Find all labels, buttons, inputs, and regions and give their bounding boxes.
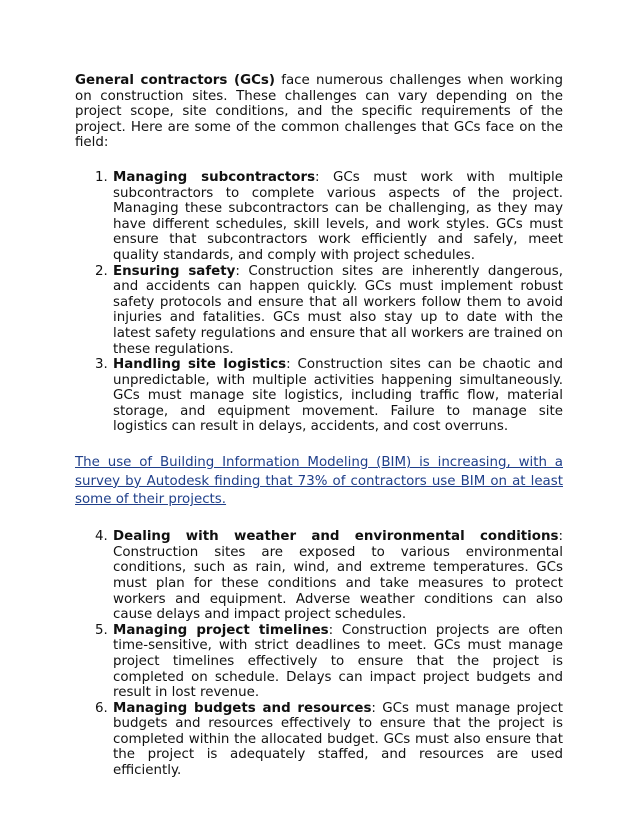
- list-number: 1.: [95, 169, 108, 185]
- list-item-title: Dealing with weather and environmental conditions: [113, 529, 559, 545]
- list-item-title: Managing project timelines: [113, 622, 329, 638]
- list-item-text: : GCs must work with multiple subcontractors to complete various aspects of the project. Managing these subcontractors can be challenging, as they may have different schedules, skill levels, and work styles. GCs must ensure that subcontractors work efficiently and safely, meet quality standards, and comply with project schedules.: [113, 169, 563, 263]
- list-item: [75, 623, 563, 701]
- list-number: 6.: [95, 700, 108, 716]
- intro-paragraph: [75, 73, 563, 151]
- list-item-text: : GCs must manage project budgets and resources effectively to ensure that the project is completed within the allocated budget. GCs must also ensure that the project is adequately staffed, and resources are used efficiently.: [113, 700, 564, 779]
- list-item: [75, 264, 563, 358]
- list-item-text: : Construction sites are inherently dangerous, and accidents can happen quickly. GCs must implement robust safety protocols and ensure that all workers follow them to avoid injuries and fatalities. GCs must also stay up to date with the latest safety regulations and ensure that all workers are trained on these regulations.: [113, 263, 563, 357]
- list-item: [75, 529, 563, 623]
- list-item-text: : Construction sites can be chaotic and unpredictable, with multiple activities happening simultaneously. GCs must manage site logistics, including traffic flow, material storage, and equipment movement. Failure to manage site logistics can result in delays, accidents, and cost overruns.: [113, 357, 563, 435]
- list-item-title: Handling site logistics: [113, 357, 287, 373]
- intro-text: face numerous challenges when working on construction sites. These challenges can vary depending on the project scope, site conditions, and the specific requirements of the project. Here are some of the common challenges that GCs face on the field:: [75, 73, 564, 151]
- intro-bold: General contractors (GCs): [75, 73, 276, 88]
- challenges-list-1: [75, 170, 563, 435]
- list-item-text: : Construction projects are often time-sensitive, with strict deadlines to meet. GCs must manage project timelines effectively to ensure that the project is completed on schedule. Delays can impact project budgets and result in lost revenue.: [113, 622, 563, 701]
- list-number: 2.: [95, 263, 108, 279]
- list-item: [75, 701, 563, 779]
- list-item-title: Ensuring safety: [113, 263, 236, 279]
- list-item-text: : Construction sites are exposed to various environmental conditions, such as rain, wind, and extreme temperatures. GCs must plan for these conditions and take measures to protect workers and equipment. Adverse weather conditions can also cause delays and impact project schedules.: [113, 529, 563, 623]
- bim-link[interactable]: The use of Building Information Modeling (BIM) is increasing, with a survey by Autodesk finding that 73% of contractors use BIM on at least some of their projects.: [75, 455, 563, 508]
- list-item: [75, 170, 563, 264]
- list-item-title: Managing budgets and resources: [113, 700, 372, 716]
- document-page: [75, 73, 563, 779]
- list-number: 4.: [95, 529, 108, 545]
- list-item: [75, 357, 563, 435]
- list-item-title: Managing subcontractors: [113, 169, 316, 185]
- challenges-list-2: [75, 529, 563, 779]
- list-number: 3.: [95, 357, 108, 373]
- list-number: 5.: [95, 622, 108, 638]
